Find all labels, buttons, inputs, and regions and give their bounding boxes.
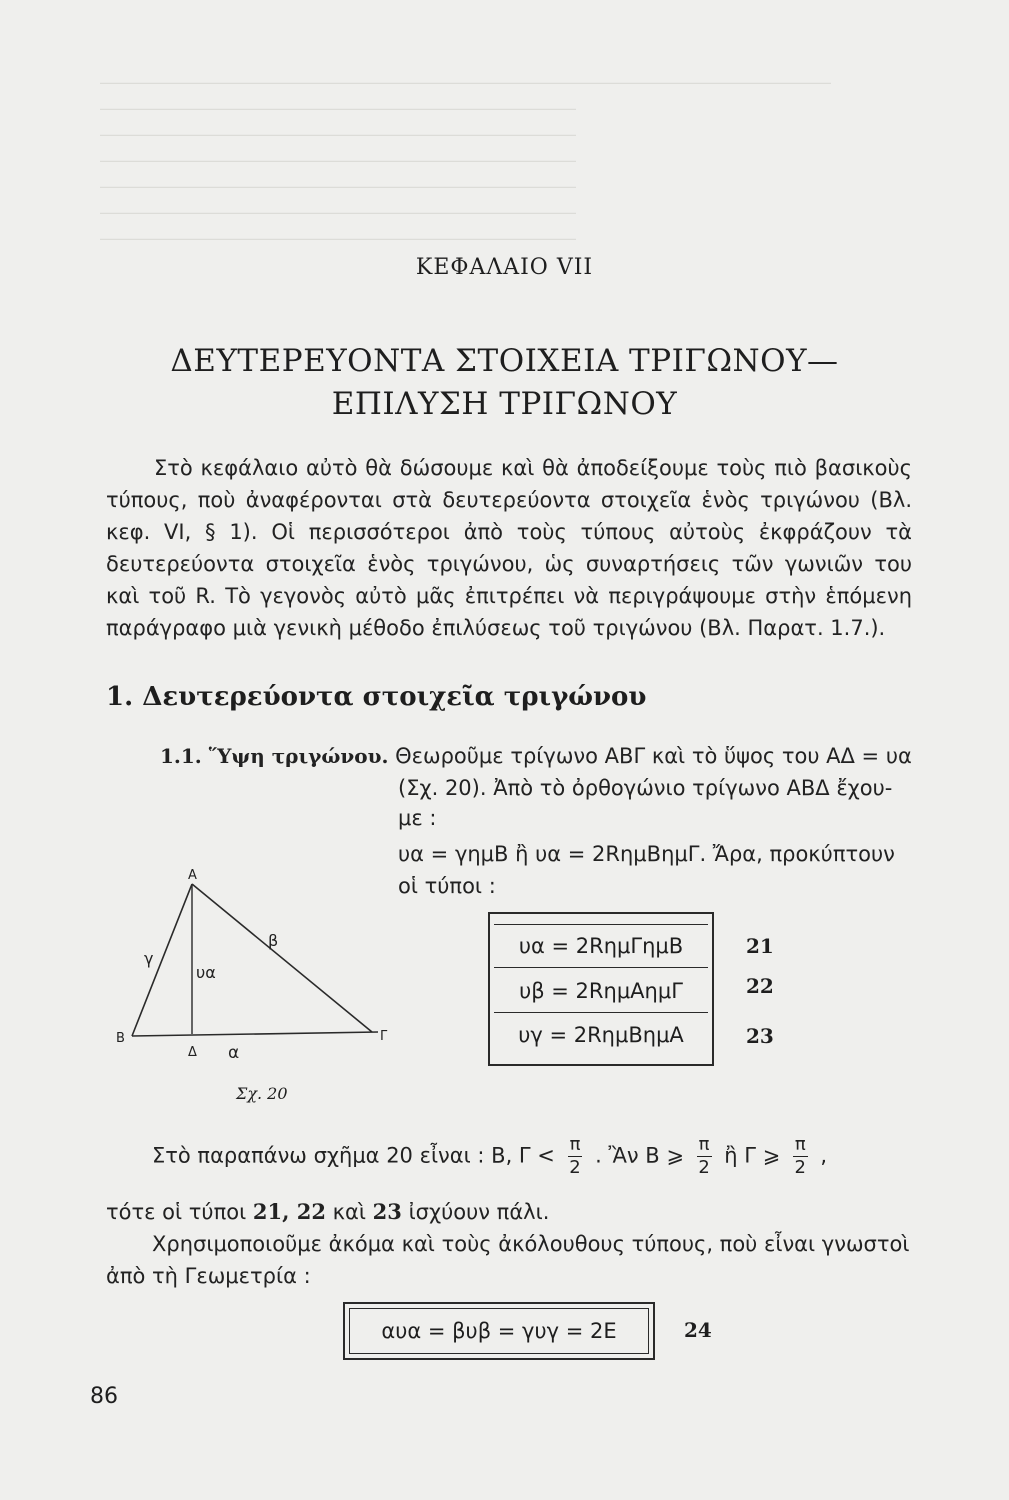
- frac-den-2: 2: [698, 1157, 710, 1178]
- chapter-title-line1: ΔΕΥΤΕΡΕΥΟΝΤΑ ΣΤΟΙΧΕΙΑ ΤΡΙΓΩΝΟΥ—: [170, 343, 839, 379]
- subsection-line4: υα = γημΒ ἢ υα = 2RημΒημΓ. Ἄρα, προκύπτουν: [398, 842, 895, 866]
- pi-over-2-fraction-3: [793, 1136, 808, 1177]
- vertex-g-label: Γ: [380, 1029, 388, 1044]
- remark-line1: [152, 1136, 932, 1177]
- remark-line2-refs: 21, 22: [252, 1199, 326, 1224]
- formula-number-22: 22: [746, 974, 774, 998]
- pi-over-2-fraction-1: [568, 1136, 583, 1177]
- side-c-line: [132, 884, 192, 1036]
- formula-number-23: 23: [746, 1024, 774, 1048]
- remark-part1: Στὸ παραπάνω σχῆμα 20 εἶναι : Β, Γ <: [152, 1143, 555, 1168]
- formula-22: υβ = 2RημΑημΓ: [494, 970, 708, 1013]
- page-number: 86: [90, 1384, 118, 1409]
- formula-number-24: 24: [684, 1318, 712, 1342]
- frac-den-1: 2: [569, 1157, 581, 1178]
- figure-caption: Σχ. 20: [236, 1084, 288, 1103]
- bleed-through-text: ――――――――――――――――――――――――――――――――――――――――――― ―――――――――――――――――――――――――――― ―――――――――――――――――――――――――――― ―――――――――――――――――――――――――――― ―――――――――――――――――――――――――――― ―――――――――――――――――――――――――――― ――――――――――――――――――――――――――――: [100, 73, 831, 249]
- remark-line2-post: ἰσχύουν πάλι.: [408, 1200, 550, 1224]
- frac-den-3: 2: [794, 1157, 806, 1178]
- subsection-text1: Θεωροῦμε τρίγωνο ΑΒΓ καὶ τὸ ὕψος του ΑΔ = υα: [395, 744, 912, 768]
- vertex-a-label: Α: [188, 868, 197, 883]
- formula-21: υα = 2RημΓημΒ: [494, 924, 708, 968]
- remark-line2-ref3: 23: [372, 1199, 402, 1224]
- subsection-line3: με :: [398, 806, 437, 830]
- subsection-line2: (Σχ. 20). Ἀπὸ τὸ ὀρθογώνιο τρίγωνο ΑΒΔ ἔχου-: [398, 776, 893, 800]
- formula-24: αυα = βυβ = γυγ = 2Ε: [349, 1308, 649, 1354]
- chapter-label: ΚΕΦΑΛΑΙΟ VII: [415, 255, 594, 280]
- intro-text: Στὸ κεφάλαιο αὐτὸ θὰ δώσουμε καὶ θὰ ἀποδείξουμε τοὺς πιὸ βασικοὺς τύπους, ποὺ ἀναφέρονται στὰ δευτερεύοντα στοιχεῖα ἑνὸς τριγώνου (Βλ. κεφ. VI, § 1). Οἱ περισσότεροι ἀπὸ τοὺς τύπους αὐτοὺς ἐκφράζουν τὰ δευτερεύοντα στοιχεῖα ἑνὸς τριγώνου, ὡς συναρτήσεις τῶν γωνιῶν του καὶ τοῦ R. Τὸ γεγονὸς αὐτὸ μᾶς ἐπιτρέπει νὰ περιγράψουμε στὴν ἑπόμενη παράγραφο μιὰ γενικὴ μέθοδο ἐπιλύσεως τοῦ τριγώνου (Βλ. Παρατ. 1.7.).: [106, 456, 912, 640]
- formula-23: υγ = 2RημΒημΑ: [518, 1023, 684, 1047]
- subsection-label: 1.1. Ὕψη τριγώνου.: [160, 744, 389, 768]
- triangle-figure: [110, 860, 410, 1060]
- subsection-line5: οἱ τύποι :: [398, 874, 496, 898]
- side-a-line: [132, 1032, 378, 1036]
- formula-box-24: [343, 1302, 655, 1360]
- intro-paragraph: [106, 452, 912, 644]
- formula-box-21-23: [488, 912, 714, 1066]
- vertex-b-label: Β: [116, 1031, 125, 1046]
- foot-d-label: Δ: [188, 1045, 197, 1060]
- pi-over-2-fraction-2: [697, 1136, 712, 1177]
- height-label: υα: [196, 963, 216, 982]
- remark-part2: . Ἂν Β ⩾: [595, 1143, 684, 1168]
- remark-line2-mid: καὶ: [332, 1200, 366, 1224]
- side-gamma-label: γ: [144, 949, 154, 968]
- remark-part3: ἢ Γ ⩾: [724, 1143, 781, 1168]
- frac-num-2: π: [698, 1134, 710, 1155]
- chapter-title: [0, 340, 1009, 426]
- geometry-intro-line1: Χρησιμοποιοῦμε ἀκόμα καὶ τοὺς ἀκόλουθους τύπους, ποὺ εἶναι γνωστοὶ: [152, 1232, 910, 1256]
- geometry-intro-line2: ἀπὸ τὴ Γεωμετρία :: [106, 1264, 311, 1288]
- formula-number-21: 21: [746, 934, 774, 958]
- remark-line2: [106, 1196, 549, 1228]
- remark-line2-pre: τότε οἱ τύποι: [106, 1200, 247, 1224]
- side-b-line: [192, 884, 372, 1032]
- side-alpha-label: α: [228, 1043, 240, 1060]
- section-heading: 1. Δευτερεύοντα στοιχεῖα τριγώνου: [106, 682, 647, 712]
- chapter-title-line2: ΕΠΙΛΥΣΗ ΤΡΙΓΩΝΟΥ: [331, 386, 678, 422]
- remark-part4: ,: [820, 1143, 828, 1168]
- frac-num-1: π: [569, 1134, 581, 1155]
- frac-num-3: π: [794, 1134, 806, 1155]
- side-beta-label: β: [268, 931, 279, 950]
- subsection-line1: [160, 740, 920, 772]
